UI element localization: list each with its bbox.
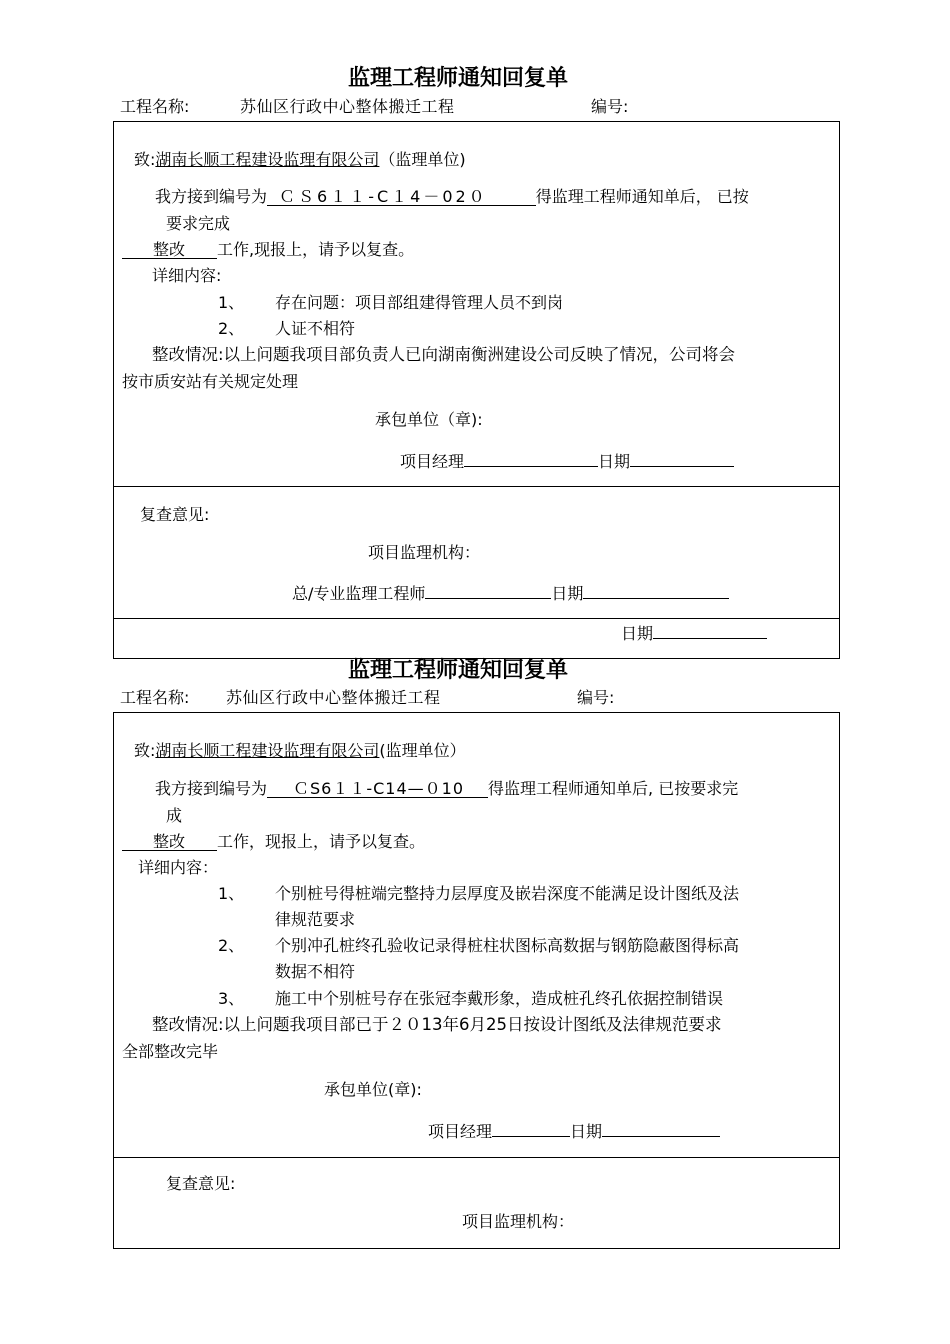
supervision-company: 湖南长顺工程建设监理有限公司 <box>155 150 380 169</box>
item-number: 3、 <box>218 989 245 1008</box>
to-suffix: （监理单位) <box>379 150 466 169</box>
to-prefix: 致: <box>134 741 156 760</box>
manager-label: 项目经理 <box>400 452 465 471</box>
rectify-word: 整改 <box>153 240 186 259</box>
date-field[interactable] <box>602 1122 720 1137</box>
number-label: 编号: <box>577 688 615 707</box>
date-field[interactable] <box>630 452 734 467</box>
item-text-line-2: 律规范要求 <box>275 910 356 929</box>
rectify-word-field <box>122 242 217 259</box>
detail-label: 详细内容: <box>152 266 222 285</box>
review-label: 复查意见: <box>166 1174 236 1193</box>
received-prefix: 我方接到编号为 <box>155 187 268 206</box>
complete-text: 成 <box>166 806 183 825</box>
rectification-line-2: 按市质安站有关规定处理 <box>122 372 299 391</box>
number-label: 编号: <box>591 97 629 116</box>
date-field[interactable] <box>583 584 729 599</box>
manager-label: 项目经理 <box>428 1122 493 1141</box>
engineer-signature-field[interactable] <box>425 584 551 599</box>
engineer-date-line <box>292 584 729 602</box>
complete-text: 要求完成 <box>166 214 231 233</box>
item-text-line-2: 数据不相符 <box>275 962 356 981</box>
work-text: 工作,现报上，请予以复查。 <box>217 240 415 259</box>
date-label: 日期 <box>570 1122 603 1141</box>
rectify-word-field <box>122 834 217 851</box>
item-text-line-1: 个别桩号得桩端完整持力层厚度及嵌岩深度不能满足设计图纸及法 <box>275 884 740 903</box>
divider <box>113 1157 840 1158</box>
contractor-seal-label: 承包单位(章): <box>324 1080 422 1099</box>
item-text-line-1: 个别冲孔桩终孔验收记录得桩柱状图标高数据与钢筋隐蔽图得标高 <box>275 936 740 955</box>
final-date-line <box>621 624 767 642</box>
rectification-line-1: 整改情况:以上问题我项目部已于２０13年6月25日按设计图纸及法律规范要求 <box>152 1015 722 1034</box>
addressee-line <box>134 743 466 759</box>
manager-date-line <box>400 452 734 470</box>
item-number: 2、 <box>218 936 245 955</box>
project-name-label: 工程名称: <box>120 97 190 116</box>
item-text-line-1: 施工中个别桩号存在张冠李戴形象，造成桩孔终孔依据控制错误 <box>275 989 724 1008</box>
item-number: 1、 <box>218 293 245 312</box>
date-field[interactable] <box>653 624 767 639</box>
supervision-org-label: 项目监理机构： <box>462 1212 575 1231</box>
rectify-line <box>122 242 414 259</box>
supervision-org-label: 项目监理机构： <box>368 543 481 562</box>
form-2-title: 监理工程师通知回复单 <box>348 658 569 683</box>
work-text: 工作，现报上，请予以复查。 <box>217 832 426 851</box>
item-number: 1、 <box>218 884 245 903</box>
divider <box>113 618 840 619</box>
manager-signature-field[interactable] <box>492 1122 570 1137</box>
notice-number <box>267 781 488 798</box>
to-suffix: (监理单位） <box>379 741 466 760</box>
notice-number-text: ＣS6１１-C14—０10 <box>293 779 465 798</box>
addressee-line <box>134 152 466 168</box>
review-label: 复查意见: <box>140 505 210 524</box>
project-name-value: 苏仙区行政中心整体搬迁工程 <box>240 97 455 116</box>
item-text: 人证不相符 <box>275 319 356 338</box>
notice-number-text: ＣＳ6１１-C１4－02０ <box>279 187 488 206</box>
project-name-label: 工程名称: <box>120 688 190 707</box>
rectify-line <box>122 834 425 851</box>
notice-number <box>267 189 536 206</box>
form-1-title: 监理工程师通知回复单 <box>348 66 569 91</box>
supervision-company: 湖南长顺工程建设监理有限公司 <box>155 741 380 760</box>
date-label: 日期 <box>621 624 654 643</box>
to-prefix: 致: <box>134 150 156 169</box>
rectification-line-1: 整改情况:以上问题我项目部负责人已向湖南衡洲建设公司反映了情况，公司将会 <box>152 345 736 364</box>
engineer-label: 总/专业监理工程师 <box>292 584 426 603</box>
received-line <box>155 781 738 798</box>
received-line <box>155 189 749 206</box>
project-name-value: 苏仙区行政中心整体搬迁工程 <box>226 688 441 707</box>
manager-date-line <box>428 1122 720 1140</box>
contractor-seal-label: 承包单位（章): <box>375 410 483 429</box>
date-label: 日期 <box>598 452 631 471</box>
date-label: 日期 <box>551 584 584 603</box>
divider <box>113 486 840 487</box>
manager-signature-field[interactable] <box>464 452 598 467</box>
received-suffix: 得监理工程师通知单后， 已按 <box>535 187 749 206</box>
received-prefix: 我方接到编号为 <box>155 779 268 798</box>
item-text: 存在问题：项目部组建得管理人员不到岗 <box>275 293 564 312</box>
rectify-word: 整改 <box>153 832 186 851</box>
detail-label: 详细内容： <box>138 858 219 877</box>
item-number: 2、 <box>218 319 245 338</box>
rectification-line-2: 全部整改完毕 <box>122 1042 219 1061</box>
received-suffix: 得监理工程师通知单后, 已按要求完 <box>488 779 739 798</box>
